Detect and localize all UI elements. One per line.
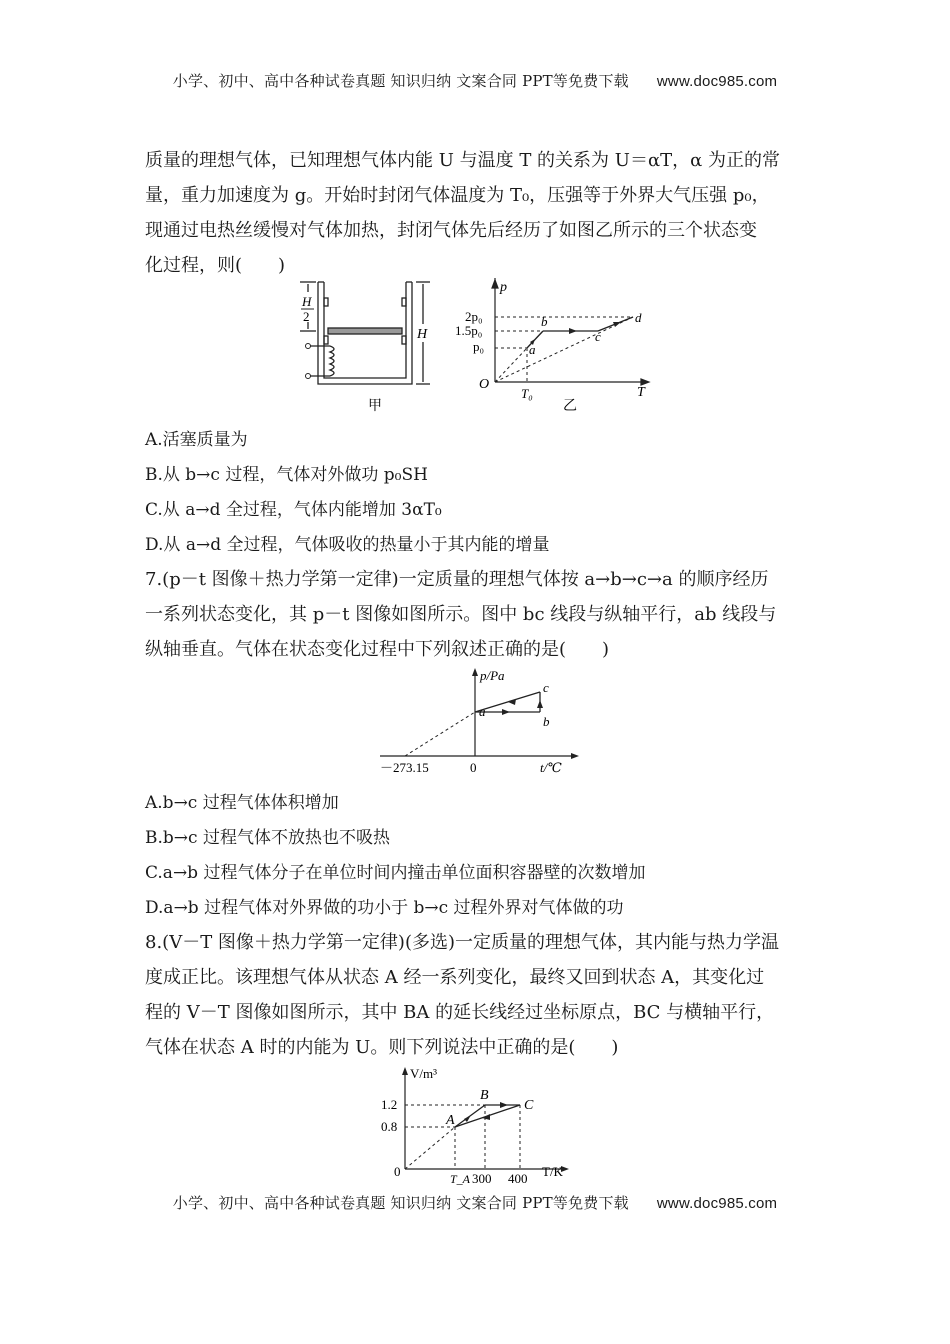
arrow-ca bbox=[508, 699, 516, 705]
point-c: c bbox=[543, 680, 549, 695]
tick-p0: p₀ bbox=[473, 339, 485, 354]
q6-option-b: B.从 b→c 过程，气体对外做功 p₀SH bbox=[145, 465, 428, 485]
origin-label: O bbox=[479, 377, 490, 392]
header-site[interactable]: www.doc985.com bbox=[656, 73, 778, 90]
q7-option-c: C.a→b 过程气体分子在单位时间内撞击单位面积容器壁的次数增加 bbox=[145, 863, 646, 883]
tick-t0: T₀ bbox=[521, 386, 533, 401]
arrow-bc bbox=[500, 1102, 508, 1108]
figure-yi bbox=[455, 278, 655, 418]
arrow-cd bbox=[613, 322, 621, 327]
page-header bbox=[0, 70, 950, 91]
y-tick-0-8: 0.8 bbox=[381, 1119, 398, 1134]
x-tick-400: 400 bbox=[508, 1171, 528, 1186]
point-d: d bbox=[635, 310, 642, 325]
q8-line-3: 程的 V－T 图像如图所示，其中 BA 的延长线经过坐标原点，BC 与横轴平行， bbox=[145, 1002, 775, 1023]
arrow-bc bbox=[537, 700, 543, 708]
half-h-denominator: 2 bbox=[303, 309, 310, 324]
q6-line-3: 现通过电热丝缓慢对气体加热，封闭气体先后经历了如图乙所示的三个状态变 bbox=[145, 220, 757, 241]
point-b: b bbox=[543, 714, 550, 729]
figure-q8 bbox=[370, 1064, 590, 1186]
arrow-bc bbox=[569, 328, 577, 334]
q7-line-1: 7.(p－t 图像＋热力学第一定律)一定质量的理想气体按 a→b→c→a 的顺序经历 bbox=[145, 569, 769, 590]
y-tick-1-2: 1.2 bbox=[381, 1097, 398, 1112]
y-axis-label: p/Pa bbox=[480, 668, 505, 683]
x-tick-neg: －273.15 bbox=[380, 760, 429, 775]
page-footer bbox=[0, 1192, 950, 1213]
point-c: c bbox=[595, 329, 601, 344]
q8-line-1: 8.(V－T 图像＋热力学第一定律)(多选)一定质量的理想气体，其内能与热力学温 bbox=[145, 932, 779, 953]
point-a: A bbox=[446, 1113, 455, 1128]
half-h-numerator: H bbox=[302, 294, 312, 309]
q6-option-d: D.从 a→d 全过程，气体吸收的热量小于其内能的增量 bbox=[145, 535, 550, 555]
point-a: a bbox=[529, 342, 536, 357]
q7-option-a: A.b→c 过程气体体积增加 bbox=[145, 793, 339, 813]
p-axis-label: p bbox=[500, 280, 507, 295]
point-b: B bbox=[480, 1088, 489, 1103]
footer-site[interactable]: www.doc985.com bbox=[656, 1195, 778, 1212]
q7-line-3: 纵轴垂直。气体在状态变化过程中下列叙述正确的是( ) bbox=[145, 639, 610, 660]
y-axis-label: V/m³ bbox=[410, 1066, 438, 1081]
q6-line-4: 化过程，则( ) bbox=[145, 255, 286, 276]
x-tick-300: 300 bbox=[472, 1171, 492, 1186]
q7-option-b: B.b→c 过程气体不放热也不吸热 bbox=[145, 828, 390, 848]
tick-2p0: 2p₀ bbox=[465, 309, 483, 324]
figure-jia bbox=[290, 278, 450, 418]
q6-line-2: 量，重力加速度为 g。开始时封闭气体温度为 T₀，压强等于外界大气压强 p₀， bbox=[145, 185, 770, 206]
point-a: a bbox=[479, 704, 486, 719]
tick-1-5p0: 1.5p₀ bbox=[455, 323, 483, 338]
q6-option-a: A.活塞质量为 bbox=[145, 430, 248, 450]
arrow-ab bbox=[502, 709, 510, 715]
q8-line-4: 气体在状态 A 时的内能为 U。则下列说法中正确的是( ) bbox=[145, 1037, 619, 1058]
q6-option-c: C.从 a→d 全过程，气体内能增加 3αT₀ bbox=[145, 500, 442, 520]
x-axis-label: T/K bbox=[542, 1164, 563, 1179]
figure-jia-caption: 甲 bbox=[368, 399, 382, 414]
footer-text: 小学、初中、高中各种试卷真题 知识归纳 文案合同 PPT等免费下载 bbox=[172, 1194, 629, 1212]
figure-yi-caption: 乙 bbox=[563, 399, 577, 414]
h-label: H bbox=[417, 327, 428, 342]
x-axis-label: t/℃ bbox=[540, 760, 562, 775]
figure-q7 bbox=[350, 664, 590, 779]
arrow-ab bbox=[464, 1115, 471, 1122]
point-c: C bbox=[524, 1098, 534, 1113]
t-axis-label: T bbox=[637, 385, 645, 400]
q7-line-2: 一系列状态变化，其 p－t 图像如图所示。图中 bc 线段与纵轴平行，ab 线段与 bbox=[145, 604, 777, 625]
q8-line-2: 度成正比。该理想气体从状态 A 经一系列变化，最终又回到状态 A，其变化过 bbox=[145, 967, 765, 988]
header-text: 小学、初中、高中各种试卷真题 知识归纳 文案合同 PPT等免费下载 bbox=[172, 72, 629, 90]
q6-line-1: 质量的理想气体，已知理想气体内能 U 与温度 T 的关系为 U＝αT，α 为正的常 bbox=[145, 150, 780, 171]
point-b: b bbox=[541, 314, 548, 329]
x-tick-zero: 0 bbox=[470, 760, 477, 775]
x-tick-ta: T_A bbox=[450, 1172, 471, 1186]
q7-option-d: D.a→b 过程气体对外界做的功小于 b→c 过程外界对气体做的功 bbox=[145, 898, 624, 918]
origin-label: 0 bbox=[394, 1164, 401, 1179]
